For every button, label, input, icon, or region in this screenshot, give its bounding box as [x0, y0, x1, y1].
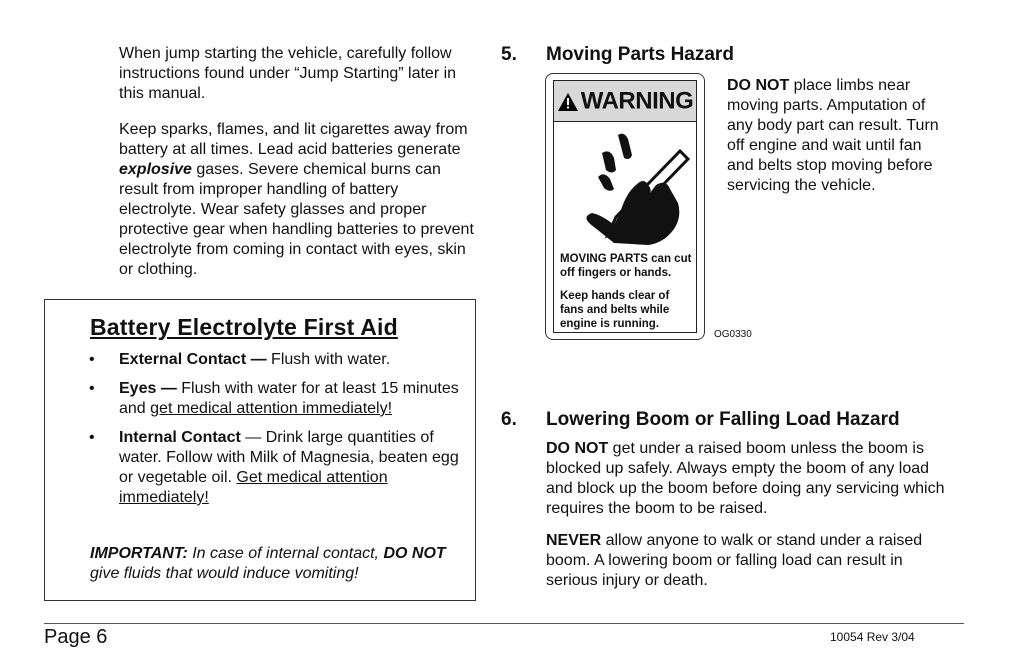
section-6-never: NEVER	[546, 532, 602, 549]
section-5-body	[727, 76, 947, 196]
warning-text-keep-clear: Keep hands clear of fans and belts while engine is running.	[560, 290, 670, 330]
section-6-body	[546, 439, 946, 603]
section-6-heading	[501, 409, 961, 433]
list-item	[89, 350, 459, 370]
important-label: IMPORTANT:	[90, 545, 188, 562]
bullet-icon: •	[89, 351, 95, 368]
page-number: Page 6	[44, 626, 108, 648]
figure-code: OG0330	[714, 329, 752, 340]
important-after: give fluids that would induce vomiting!	[90, 565, 359, 582]
section-5-text: place limbs near moving parts. Amputation of any body part can result. Turn off engine and wait until fan and belts stop moving before servicing the vehicle.	[727, 77, 939, 194]
important-text: In case of internal contact,	[187, 545, 384, 562]
footer-divider	[44, 623, 964, 624]
section-6-p1-text: get under a raised boom unless the boom is blocked up safely. Always empty the boom of any load and block up the boom before doing any servicing which requires the boom to be raised.	[546, 440, 945, 517]
section-5-number: 5.	[501, 44, 517, 65]
important-do-not: DO NOT	[383, 545, 446, 562]
item-text: — Drink large quantities of water. Follow with Milk of Magnesia, beaten egg or vegetable oil.	[119, 429, 459, 486]
battery-text-start: Keep sparks, flames, and lit cigarettes away from battery at all times. Lead acid batteries generate	[119, 121, 468, 158]
section-6-paragraph-1	[546, 439, 946, 519]
item-text: Flush with water.	[266, 351, 391, 368]
section-6-paragraph-2	[546, 531, 946, 591]
section-5-heading	[501, 44, 801, 68]
bullet-icon: •	[89, 380, 95, 397]
warning-word: WARNING	[580, 87, 694, 115]
section-6-number: 6.	[501, 409, 517, 430]
item-label: Internal Contact	[119, 429, 241, 446]
battery-safety-paragraph	[119, 120, 479, 280]
warning-decal	[545, 73, 705, 340]
item-text: Flush with water for at least 15 minutes and	[119, 380, 459, 417]
first-aid-box	[44, 299, 476, 601]
first-aid-list	[89, 350, 459, 517]
jump-start-paragraph: When jump starting the vehicle, carefully follow instructions found under “Jump Starting” later in this manual.	[119, 45, 457, 102]
list-item	[89, 379, 459, 419]
section-6-p2-text: allow anyone to walk or stand under a raised boom. A lowering boom or falling load can result in serious injury or death.	[546, 532, 923, 589]
item-label: Eyes —	[119, 380, 177, 397]
warning-moving-parts-rest: can cut off fingers or hands.	[560, 253, 692, 279]
bullet-icon: •	[89, 429, 95, 446]
important-note	[90, 544, 460, 584]
explosive-emphasis: explosive	[119, 161, 192, 178]
list-item	[89, 428, 459, 508]
warning-decal-inner	[553, 80, 697, 333]
warning-text-moving-parts	[560, 252, 694, 280]
warning-banner	[554, 81, 696, 122]
medical-attention-text: get medical attention immediately!	[150, 400, 393, 417]
section-5-do-not: DO NOT	[727, 77, 790, 94]
warning-triangle-icon	[557, 92, 579, 112]
section-5-title: Moving Parts Hazard	[546, 44, 734, 65]
section-6-title: Lowering Boom or Falling Load Hazard	[546, 409, 900, 430]
battery-text-end: gases. Severe chemical burns can result from improper handling of battery electrolyte. Wear safety glasses and proper protective gear when handling batteries to prevent electrolyte from coming in contact with eyes, skin or clothing.	[119, 161, 474, 278]
item-label: External Contact —	[119, 351, 267, 368]
section-6-do-not: DO NOT	[546, 440, 609, 457]
medical-attention-text: Get medical attention immediately!	[119, 469, 388, 506]
warning-moving-parts-bold: MOVING PARTS	[560, 253, 648, 265]
left-column	[119, 44, 479, 296]
hand-blade-pictogram-icon	[558, 125, 694, 247]
first-aid-title: Battery Electrolyte First Aid	[90, 314, 398, 340]
document-revision: 10054 Rev 3/04	[830, 630, 915, 644]
